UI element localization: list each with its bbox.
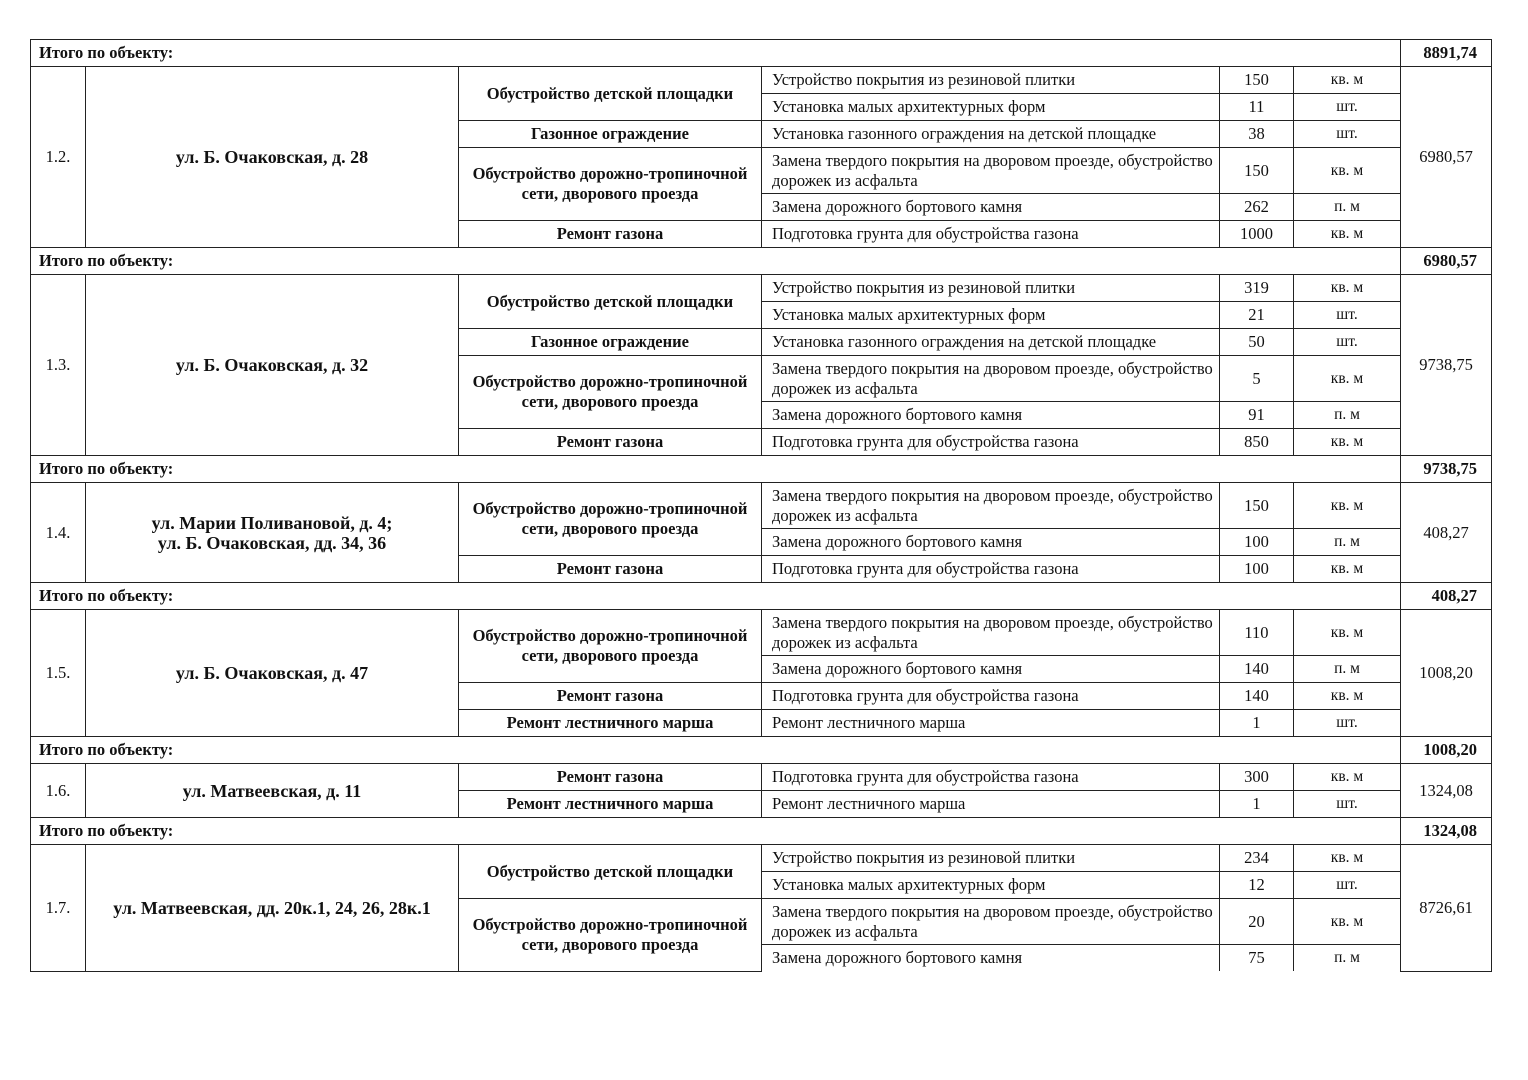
work-unit: кв. м [1294,356,1401,402]
table-row [31,845,1492,872]
work-description: Устройство покрытия из резиновой плитки [762,67,1220,94]
work-description: Подготовка грунта для обустройства газона [762,764,1220,791]
work-unit: кв. м [1294,556,1401,583]
object-total-row [31,583,1492,610]
work-unit: кв. м [1294,683,1401,710]
work-volume: 300 [1220,764,1294,791]
work-type: Обустройство детской площадки [459,845,762,899]
work-unit: п. м [1294,656,1401,683]
work-type: Ремонт лестничного марша [459,710,762,737]
work-type: Ремонт газона [459,556,762,583]
table-row [31,764,1492,791]
work-volume: 150 [1220,67,1294,94]
work-volume: 1 [1220,791,1294,818]
work-description: Установка газонного ограждения на детской площадке [762,329,1220,356]
work-description: Замена твердого покрытия на дворовом проезде, обустройство дорожек из асфальта [762,483,1220,529]
total-label: Итого по объекту: [31,456,1401,483]
object-sum: 1324,08 [1401,764,1492,818]
table-row [31,67,1492,94]
work-volume: 319 [1220,275,1294,302]
work-volume: 12 [1220,872,1294,899]
work-unit: шт. [1294,329,1401,356]
work-unit: кв. м [1294,67,1401,94]
work-type: Ремонт газона [459,221,762,248]
work-type: Ремонт газона [459,683,762,710]
total-sum: 1324,08 [1401,818,1492,845]
work-unit: п. м [1294,529,1401,556]
work-volume: 75 [1220,945,1294,972]
object-address: ул. Матвеевская, дд. 20к.1, 24, 26, 28к.1 [86,845,459,972]
object-number: 1.7. [31,845,86,972]
work-volume: 91 [1220,402,1294,429]
table-row [31,275,1492,302]
work-unit: шт. [1294,710,1401,737]
object-address: ул. Б. Очаковская, д. 28 [86,67,459,248]
work-volume: 50 [1220,329,1294,356]
object-sum: 9738,75 [1401,275,1492,456]
work-unit: п. м [1294,945,1401,972]
work-description: Замена твердого покрытия на дворовом проезде, обустройство дорожек из асфальта [762,899,1220,945]
work-volume: 234 [1220,845,1294,872]
total-label: Итого по объекту: [31,248,1401,275]
work-description: Установка малых архитектурных форм [762,94,1220,121]
object-number: 1.2. [31,67,86,248]
work-volume: 11 [1220,94,1294,121]
work-volume: 150 [1220,483,1294,529]
object-number: 1.3. [31,275,86,456]
object-number: 1.5. [31,610,86,737]
work-type: Обустройство дорожно-тропиночной сети, дворового проезда [459,483,762,556]
work-type: Ремонт газона [459,764,762,791]
work-description: Замена дорожного бортового камня [762,656,1220,683]
work-unit: кв. м [1294,899,1401,945]
work-description: Замена дорожного бортового камня [762,402,1220,429]
total-sum: 8891,74 [1401,40,1492,67]
object-number: 1.6. [31,764,86,818]
work-volume: 100 [1220,556,1294,583]
object-total-row [31,818,1492,845]
work-unit: кв. м [1294,221,1401,248]
total-label: Итого по объекту: [31,737,1401,764]
work-volume: 20 [1220,899,1294,945]
work-description: Замена дорожного бортового камня [762,529,1220,556]
work-unit: шт. [1294,791,1401,818]
work-description: Ремонт лестничного марша [762,710,1220,737]
work-volume: 140 [1220,656,1294,683]
object-address: ул. Марии Поливановой, д. 4; ул. Б. Очаковская, дд. 34, 36 [86,483,459,583]
total-label: Итого по объекту: [31,818,1401,845]
work-volume: 150 [1220,148,1294,194]
work-description: Установка газонного ограждения на детской площадке [762,121,1220,148]
object-total-row [31,248,1492,275]
object-address: ул. Матвеевская, д. 11 [86,764,459,818]
total-sum: 9738,75 [1401,456,1492,483]
work-description: Установка малых архитектурных форм [762,872,1220,899]
total-sum: 1008,20 [1401,737,1492,764]
work-unit: кв. м [1294,483,1401,529]
work-type: Обустройство детской площадки [459,275,762,329]
work-volume: 5 [1220,356,1294,402]
work-unit: кв. м [1294,275,1401,302]
object-total-row [31,737,1492,764]
object-total-row [31,456,1492,483]
table-row [31,483,1492,529]
work-volume: 140 [1220,683,1294,710]
total-label: Итого по объекту: [31,40,1401,67]
work-description: Подготовка грунта для обустройства газона [762,221,1220,248]
work-unit: кв. м [1294,764,1401,791]
work-unit: п. м [1294,194,1401,221]
work-type: Обустройство дорожно-тропиночной сети, дворового проезда [459,356,762,429]
work-unit: п. м [1294,402,1401,429]
work-description: Установка малых архитектурных форм [762,302,1220,329]
object-sum: 408,27 [1401,483,1492,583]
work-description: Замена твердого покрытия на дворовом проезде, обустройство дорожек из асфальта [762,610,1220,656]
table-row [31,610,1492,656]
works-table [30,39,1492,972]
work-description: Устройство покрытия из резиновой плитки [762,275,1220,302]
total-sum: 6980,57 [1401,248,1492,275]
work-unit: кв. м [1294,610,1401,656]
work-unit: кв. м [1294,429,1401,456]
work-description: Замена твердого покрытия на дворовом проезде, обустройство дорожек из асфальта [762,356,1220,402]
work-unit: шт. [1294,121,1401,148]
work-volume: 1000 [1220,221,1294,248]
work-volume: 110 [1220,610,1294,656]
work-type: Ремонт газона [459,429,762,456]
object-sum: 6980,57 [1401,67,1492,248]
work-description: Устройство покрытия из резиновой плитки [762,845,1220,872]
object-total-row [31,40,1492,67]
work-type: Газонное ограждение [459,329,762,356]
work-type: Обустройство дорожно-тропиночной сети, дворового проезда [459,899,762,972]
work-volume: 21 [1220,302,1294,329]
work-unit: шт. [1294,872,1401,899]
work-unit: кв. м [1294,845,1401,872]
work-unit: шт. [1294,302,1401,329]
work-volume: 850 [1220,429,1294,456]
object-number: 1.4. [31,483,86,583]
work-type: Ремонт лестничного марша [459,791,762,818]
work-unit: кв. м [1294,148,1401,194]
object-sum: 1008,20 [1401,610,1492,737]
work-description: Замена дорожного бортового камня [762,194,1220,221]
object-address: ул. Б. Очаковская, д. 47 [86,610,459,737]
work-type: Обустройство дорожно-тропиночной сети, дворового проезда [459,148,762,221]
work-volume: 100 [1220,529,1294,556]
work-description: Подготовка грунта для обустройства газона [762,556,1220,583]
work-description: Замена твердого покрытия на дворовом проезде, обустройство дорожек из асфальта [762,148,1220,194]
work-volume: 1 [1220,710,1294,737]
work-description: Подготовка грунта для обустройства газона [762,683,1220,710]
work-type: Обустройство дорожно-тропиночной сети, дворового проезда [459,610,762,683]
work-description: Замена дорожного бортового камня [762,945,1220,972]
object-sum: 8726,61 [1401,845,1492,972]
object-address: ул. Б. Очаковская, д. 32 [86,275,459,456]
work-description: Ремонт лестничного марша [762,791,1220,818]
total-sum: 408,27 [1401,583,1492,610]
work-volume: 38 [1220,121,1294,148]
work-type: Газонное ограждение [459,121,762,148]
work-volume: 262 [1220,194,1294,221]
work-type: Обустройство детской площадки [459,67,762,121]
work-unit: шт. [1294,94,1401,121]
work-description: Подготовка грунта для обустройства газона [762,429,1220,456]
total-label: Итого по объекту: [31,583,1401,610]
